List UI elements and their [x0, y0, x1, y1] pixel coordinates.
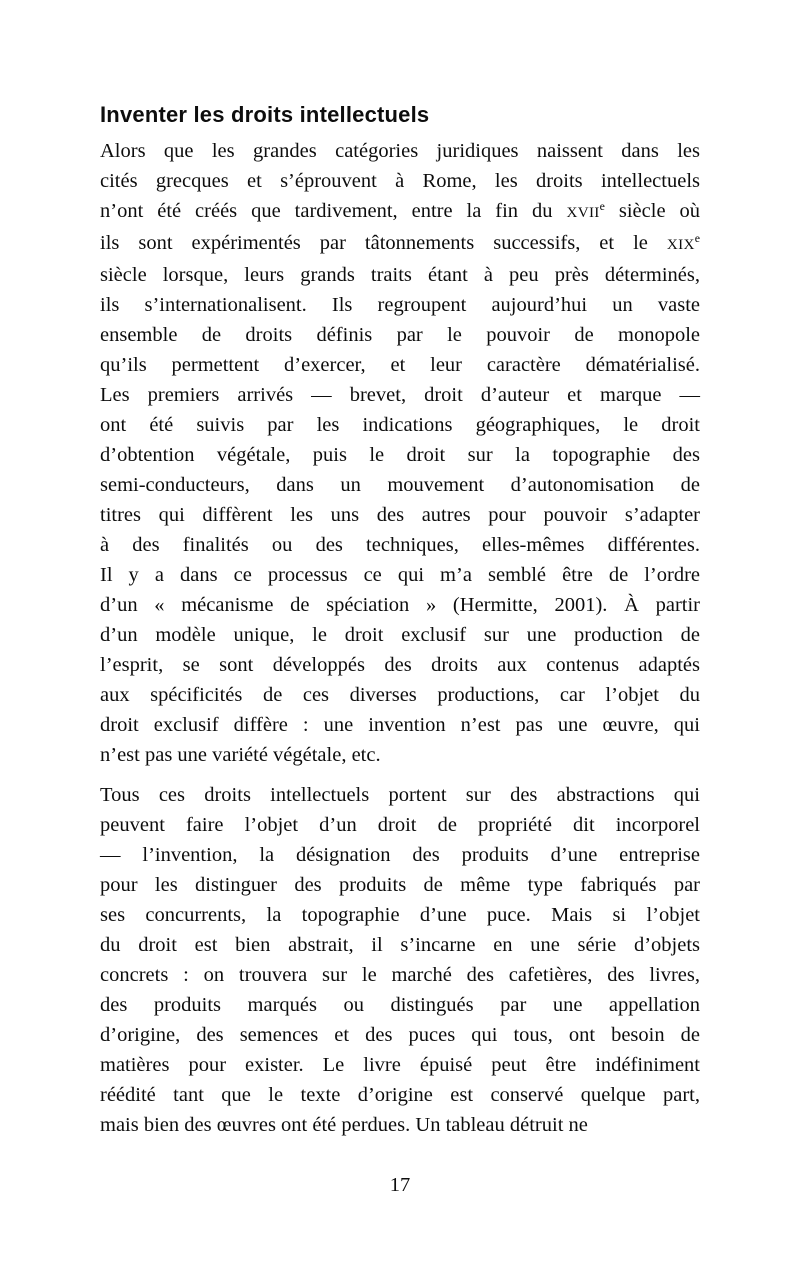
text-line: aux spécificités de ces diverses productions, car l’objet du	[100, 684, 700, 706]
text-line: n’ont été créés que tardivement, entre la fin du XVIIe siècle où	[100, 199, 700, 222]
text-line: peuvent faire l’objet d’un droit de propriété dit incorporel	[100, 814, 700, 836]
text-line: mais bien des œuvres ont été perdues. Un tableau détruit ne	[100, 1114, 588, 1136]
small-caps-numeral: XIX	[666, 236, 695, 253]
text-line: ils s’internationalisent. Ils regroupent aujourd’hui un vaste	[100, 294, 700, 316]
page-title: Inventer les droits intellectuels	[100, 101, 430, 127]
text-line: Il y a dans ce processus ce qui m’a semblé être de l’ordre	[100, 564, 700, 586]
text-line: n’est pas une variété végétale, etc.	[100, 744, 381, 766]
text-line: réédité tant que le texte d’origine est conservé quelque part,	[100, 1084, 700, 1106]
body-text	[100, 136, 700, 1150]
text-line: d’origine, des semences et des puces qui tous, ont besoin de	[100, 1024, 700, 1046]
ordinal-superscript: e	[599, 199, 605, 214]
text-line: à des finalités ou des techniques, elles-mêmes différentes.	[100, 534, 700, 556]
text-line: ses concurrents, la topographie d’une puce. Mais si l’objet	[100, 904, 700, 926]
text-line: du droit est bien abstrait, il s’incarne en une série d’objets	[100, 934, 700, 956]
text-line: ils sont expérimentés par tâtonnements successifs, et le XIXe	[100, 231, 700, 254]
text-line: d’un modèle unique, le droit exclusif sur une production de	[100, 624, 700, 646]
text-line: ensemble de droits définis par le pouvoir de monopole	[100, 324, 700, 346]
text-line: — l’invention, la désignation des produits d’une entreprise	[100, 844, 700, 866]
page-number: 17	[389, 1174, 411, 1196]
text-line: pour les distinguer des produits de même type fabriqués par	[100, 874, 700, 896]
text-line: d’un « mécanisme de spéciation » (Hermitte, 2001). À partir	[100, 594, 700, 616]
text-line: semi-conducteurs, dans un mouvement d’autonomisation de	[100, 474, 700, 496]
text-line: titres qui diffèrent les uns des autres pour pouvoir s’adapter	[100, 504, 700, 526]
text-line: ont été suivis par les indications géographiques, le droit	[100, 414, 700, 436]
text-line: siècle lorsque, leurs grands traits étant à peu près déterminés,	[100, 264, 700, 286]
small-caps-numeral: XVII	[566, 204, 600, 221]
text-line: d’obtention végétale, puis le droit sur la topographie des	[100, 444, 700, 466]
ordinal-superscript: e	[694, 231, 700, 246]
paragraph	[100, 136, 700, 770]
text-line: Les premiers arrivés — brevet, droit d’auteur et marque —	[100, 384, 700, 406]
text-line: qu’ils permettent d’exercer, et leur caractère dématérialisé.	[100, 354, 700, 376]
text-line: Alors que les grandes catégories juridiques naissent dans les	[100, 140, 700, 162]
text-line: concrets : on trouvera sur le marché des cafetières, des livres,	[100, 964, 700, 986]
text-line: droit exclusif diffère : une invention n’est pas une œuvre, qui	[100, 714, 700, 736]
text-line: cités grecques et s’éprouvent à Rome, les droits intellectuels	[100, 170, 700, 192]
paragraph	[100, 780, 700, 1140]
text-line: Tous ces droits intellectuels portent sur des abstractions qui	[100, 784, 700, 806]
text-line: l’esprit, se sont développés des droits aux contenus adaptés	[100, 654, 700, 676]
text-line: matières pour exister. Le livre épuisé peut être indéfiniment	[100, 1054, 700, 1076]
text-line: des produits marqués ou distingués par une appellation	[100, 994, 700, 1016]
